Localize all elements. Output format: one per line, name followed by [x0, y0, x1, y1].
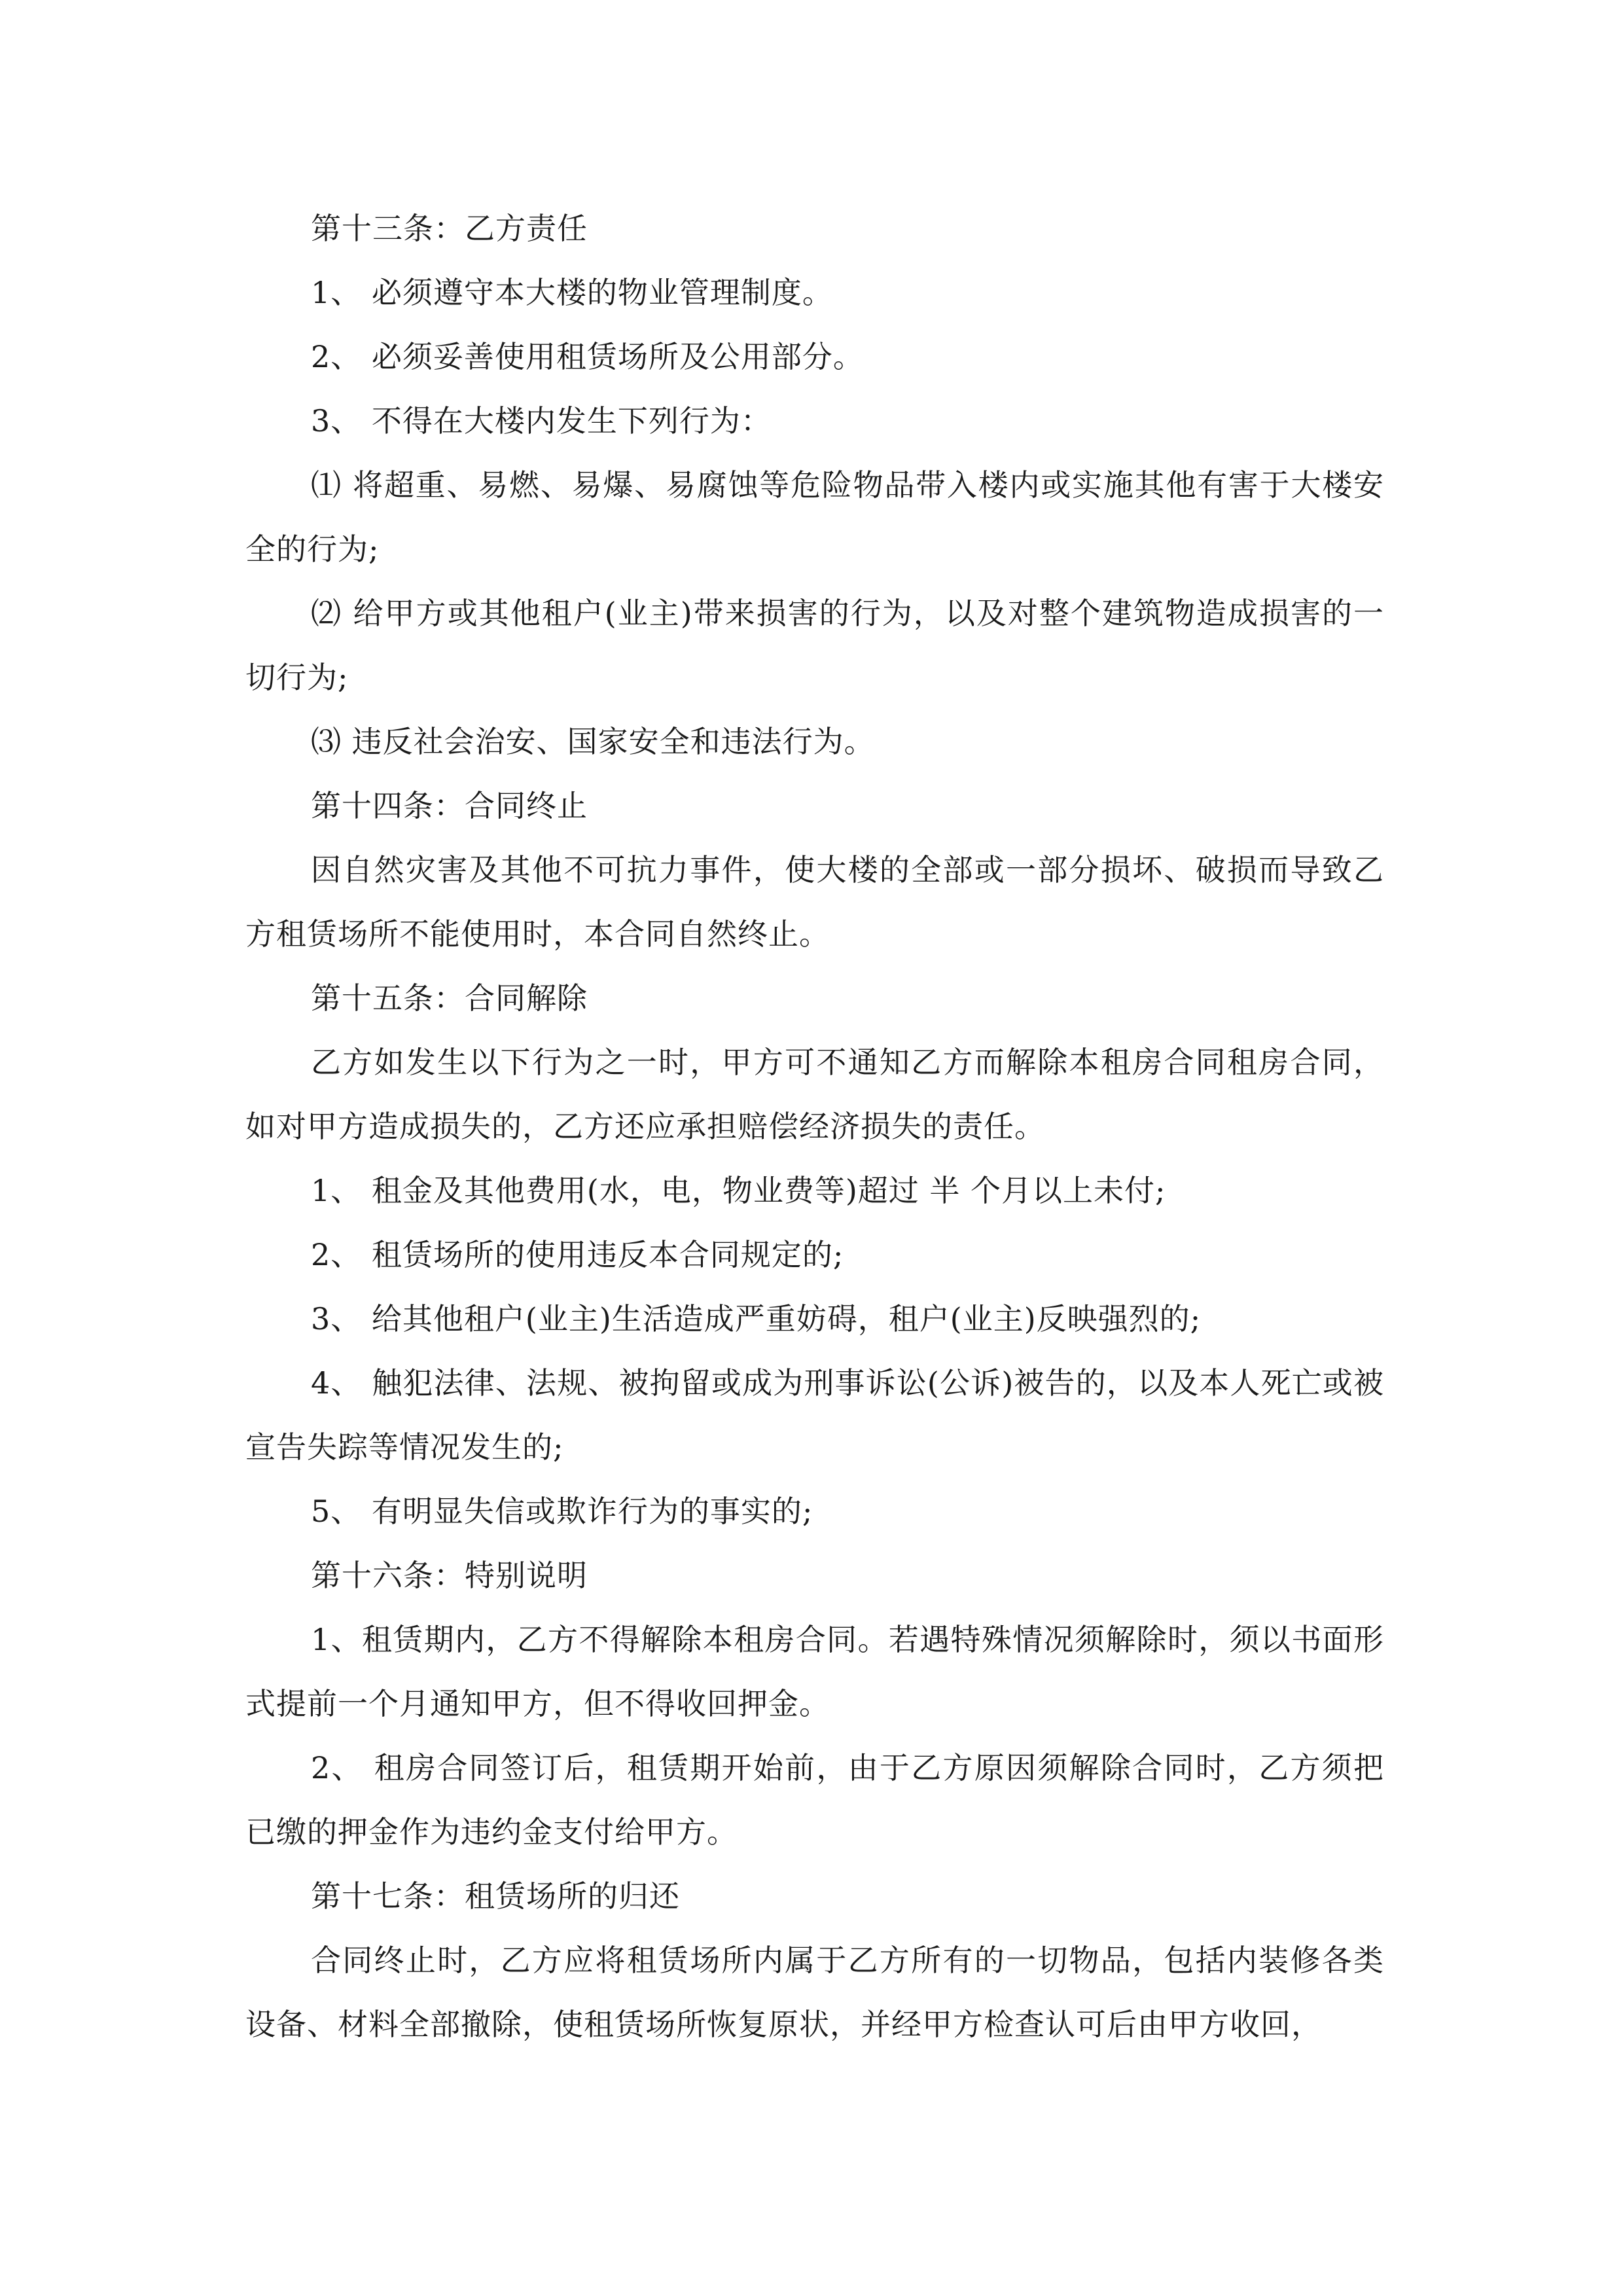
- article-16-heading: 第十六条：特别说明: [311, 1558, 588, 1593]
- article-15-item-2: 2、 租赁场所的使用违反本合同规定的;: [311, 1237, 844, 1272]
- article-13-item-1: 1、 必须遵守本大楼的物业管理制度。: [311, 275, 833, 310]
- article-17-body: 合同终止时，乙方应将租赁场所内属于乙方所有的一切物品，包括内装修各类设备、材料全部撤除，使租赁场所恢复原状，并经甲方检查认可后由甲方收回，: [245, 1943, 1384, 2042]
- article-13-heading: 第十三条：乙方责任: [311, 211, 588, 246]
- article-13-subitem-2: ⑵ 给甲方或其他租户(业主)带来损害的行为，以及对整个建筑物造成损害的一切行为;: [245, 596, 1384, 695]
- article-13-item-3: 3、 不得在大楼内发生下列行为：: [311, 403, 772, 439]
- article-15-heading: 第十五条：合同解除: [311, 980, 588, 1016]
- article-16-item-1: 1、租赁期内，乙方不得解除本租房合同。若遇特殊情况须解除时，须以书面形式提前一个月通知甲方，但不得收回押金。: [245, 1622, 1384, 1721]
- article-14-heading: 第十四条：合同终止: [311, 788, 588, 823]
- article-13-subitem-3: ⑶ 违反社会治安、国家安全和违法行为。: [311, 724, 875, 759]
- article-15-body: 乙方如发生以下行为之一时，甲方可不通知乙方而解除本租房合同租房合同，如对甲方造成损失的，乙方还应承担赔偿经济损失的责任。: [245, 1045, 1384, 1144]
- article-15-item-5: 5、 有明显失信或欺诈行为的事实的;: [311, 1494, 813, 1529]
- article-13-subitem-1: ⑴ 将超重、易燃、易爆、易腐蚀等危险物品带入楼内或实施其他有害于大楼安全的行为;: [245, 467, 1384, 567]
- article-14-body: 因自然灾害及其他不可抗力事件，使大楼的全部或一部分损坏、破损而导致乙方租赁场所不能使用时，本合同自然终止。: [245, 852, 1384, 952]
- article-17-heading: 第十七条：租赁场所的归还: [311, 1878, 680, 1914]
- article-15-item-4: 4、 触犯法律、法规、被拘留或成为刑事诉讼(公诉)被告的，以及本人死亡或被宣告失踪等情况发生的;: [245, 1365, 1384, 1465]
- article-15-item-1: 1、 租金及其他费用(水，电，物业费等)超过 半 个月以上未付;: [311, 1173, 1166, 1208]
- document-body: [245, 196, 1384, 2056]
- article-13-item-2: 2、 必须妥善使用租赁场所及公用部分。: [311, 339, 864, 374]
- article-15-item-3: 3、 给其他租户(业主)生活造成严重妨碍，租户(业主)反映强烈的;: [311, 1301, 1202, 1336]
- article-16-item-2: 2、 租房合同签订后，租赁期开始前，由于乙方原因须解除合同时，乙方须把已缴的押金作为违约金支付给甲方。: [245, 1750, 1384, 1850]
